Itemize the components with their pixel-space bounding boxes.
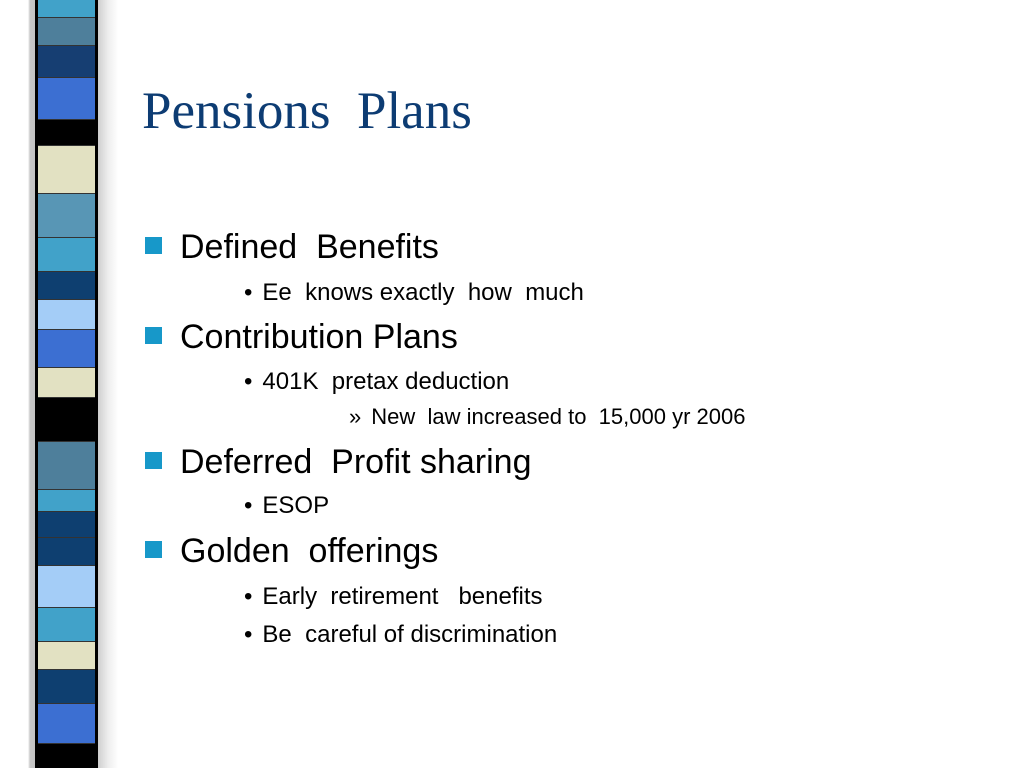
- bullet-level-2: [244, 494, 329, 518]
- bullet-text: Early retirement benefits: [262, 583, 543, 610]
- bullet-marker: •: [244, 583, 253, 610]
- square-bullet-icon: [145, 452, 162, 469]
- bullet-marker: •: [244, 621, 253, 648]
- bullet-text: ESOP: [262, 492, 330, 519]
- square-bullet-icon: [145, 327, 162, 344]
- bullet-marker: •: [244, 492, 253, 519]
- bullet-text: Golden offerings: [180, 532, 439, 570]
- slide-title: Pensions Plans: [142, 82, 472, 140]
- bullet-level-2: [244, 623, 557, 647]
- bullet-marker: •: [244, 368, 253, 395]
- square-bullet-icon: [145, 541, 162, 558]
- bullet-level-1: [145, 320, 458, 354]
- bullet-level-3: [349, 406, 745, 428]
- bullet-level-2: [244, 370, 509, 394]
- bullet-text: Contribution Plans: [180, 318, 458, 356]
- bullet-level-2: [244, 281, 584, 305]
- bullet-text: Deferred Profit sharing: [180, 443, 532, 481]
- bullet-level-1: [145, 445, 532, 479]
- bullet-marker: •: [244, 279, 253, 306]
- bullet-text: Defined Benefits: [180, 228, 439, 266]
- bullet-marker: »: [349, 404, 362, 429]
- bullet-text: Be careful of discrimination: [262, 621, 558, 648]
- bullet-text: New law increased to 15,000 yr 2006: [371, 404, 746, 429]
- bullet-level-1: [145, 534, 438, 568]
- square-bullet-icon: [145, 237, 162, 254]
- bullet-level-1: [145, 230, 439, 264]
- bullet-text: Ee knows exactly how much: [262, 279, 584, 306]
- bullet-text: 401K pretax deduction: [262, 368, 510, 395]
- bullet-level-2: [244, 585, 543, 609]
